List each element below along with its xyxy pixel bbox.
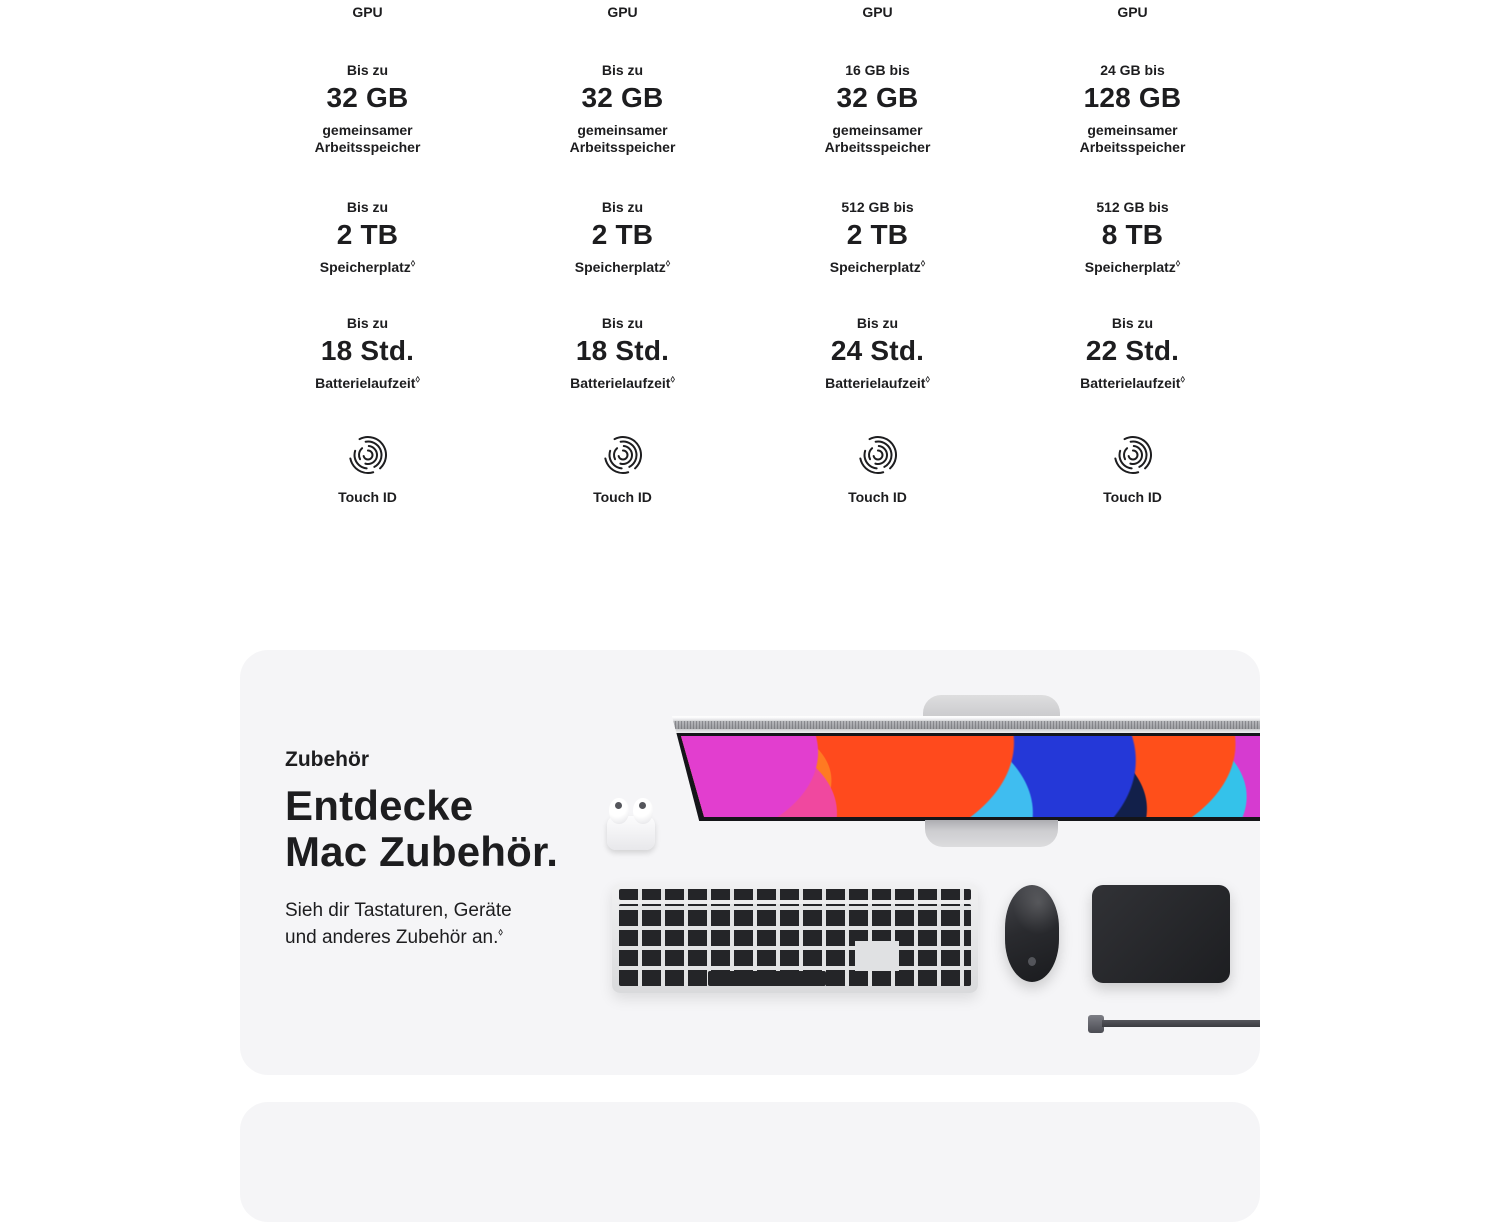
storage-prefix: 512 GB bis xyxy=(841,199,914,215)
storage-prefix: 512 GB bis xyxy=(1096,199,1169,215)
display-speaker-grille xyxy=(672,716,1260,733)
display-stand-bottom xyxy=(925,820,1058,847)
fingerprint-icon xyxy=(599,430,647,478)
battery-value: 22 Std. xyxy=(1085,335,1180,366)
fingerprint-icon xyxy=(1109,430,1157,478)
accessories-eyebrow: Zubehör xyxy=(285,748,369,771)
touch-id-label: Touch ID xyxy=(593,489,652,505)
battery-prefix: Bis zu xyxy=(856,315,899,331)
memory-value: 32 GB xyxy=(836,82,919,113)
storage-caption: Speicherplatz◊ xyxy=(829,258,926,275)
gpu-label: GPU xyxy=(862,4,893,20)
battery-caption: Batterielaufzeit◊ xyxy=(1080,374,1185,391)
storage-value: 2 TB xyxy=(336,219,399,250)
memory-value: 32 GB xyxy=(581,82,664,113)
memory-prefix: 16 GB bis xyxy=(845,62,910,78)
fingerprint-icon xyxy=(344,430,392,478)
memory-value: 128 GB xyxy=(1083,82,1182,113)
battery-caption: Batterielaufzeit◊ xyxy=(570,374,675,391)
storage-prefix: Bis zu xyxy=(346,199,389,215)
next-section-card xyxy=(240,1102,1260,1222)
battery-value: 18 Std. xyxy=(320,335,415,366)
spec-column xyxy=(240,0,495,504)
memory-caption: gemeinsamer Arbeitsspeicher xyxy=(314,122,421,155)
memory-prefix: Bis zu xyxy=(346,62,389,78)
memory-value: 32 GB xyxy=(326,82,409,113)
memory-prefix: Bis zu xyxy=(601,62,644,78)
storage-caption: Speicherplatz◊ xyxy=(1084,258,1181,275)
spec-column xyxy=(495,0,750,504)
battery-prefix: Bis zu xyxy=(346,315,389,331)
storage-caption: Speicherplatz◊ xyxy=(319,258,416,275)
battery-caption: Batterielaufzeit◊ xyxy=(825,374,930,391)
gpu-label: GPU xyxy=(607,4,638,20)
battery-caption: Batterielaufzeit◊ xyxy=(315,374,420,391)
magic-mouse-image xyxy=(1005,885,1059,982)
memory-caption: gemeinsamer Arbeitsspeicher xyxy=(569,122,676,155)
battery-prefix: Bis zu xyxy=(1111,315,1154,331)
studio-display-image xyxy=(672,716,1260,821)
memory-prefix: 24 GB bis xyxy=(1100,62,1165,78)
fingerprint-icon xyxy=(854,430,902,478)
accessories-card[interactable] xyxy=(240,650,1260,1075)
spec-comparison-section xyxy=(240,0,1260,504)
battery-value: 24 Std. xyxy=(830,335,925,366)
spec-column xyxy=(750,0,1005,504)
accessories-text-block xyxy=(285,748,625,951)
memory-caption: gemeinsamer Arbeitsspeicher xyxy=(1079,122,1186,155)
display-screen xyxy=(672,733,1260,821)
storage-prefix: Bis zu xyxy=(601,199,644,215)
storage-value: 2 TB xyxy=(846,219,909,250)
touch-id-label: Touch ID xyxy=(1103,489,1162,505)
gpu-label: GPU xyxy=(352,4,383,20)
storage-value: 2 TB xyxy=(591,219,654,250)
gpu-label: GPU xyxy=(1117,4,1148,20)
memory-caption: gemeinsamer Arbeitsspeicher xyxy=(824,122,931,155)
spec-column xyxy=(1005,0,1260,504)
accessories-heading: Entdecke Mac Zubehör. xyxy=(285,782,559,875)
touch-id-label: Touch ID xyxy=(338,489,397,505)
accessories-body: Sieh dir Tastaturen, Geräte und anderes Zubehör an.◊ xyxy=(285,900,512,948)
magic-trackpad-image xyxy=(1092,885,1230,983)
magic-keyboard-image xyxy=(612,883,978,993)
thunderbolt-cable-image xyxy=(1102,1020,1260,1027)
battery-prefix: Bis zu xyxy=(601,315,644,331)
touch-id-label: Touch ID xyxy=(848,489,907,505)
battery-value: 18 Std. xyxy=(575,335,670,366)
storage-value: 8 TB xyxy=(1101,219,1164,250)
storage-caption: Speicherplatz◊ xyxy=(574,258,671,275)
